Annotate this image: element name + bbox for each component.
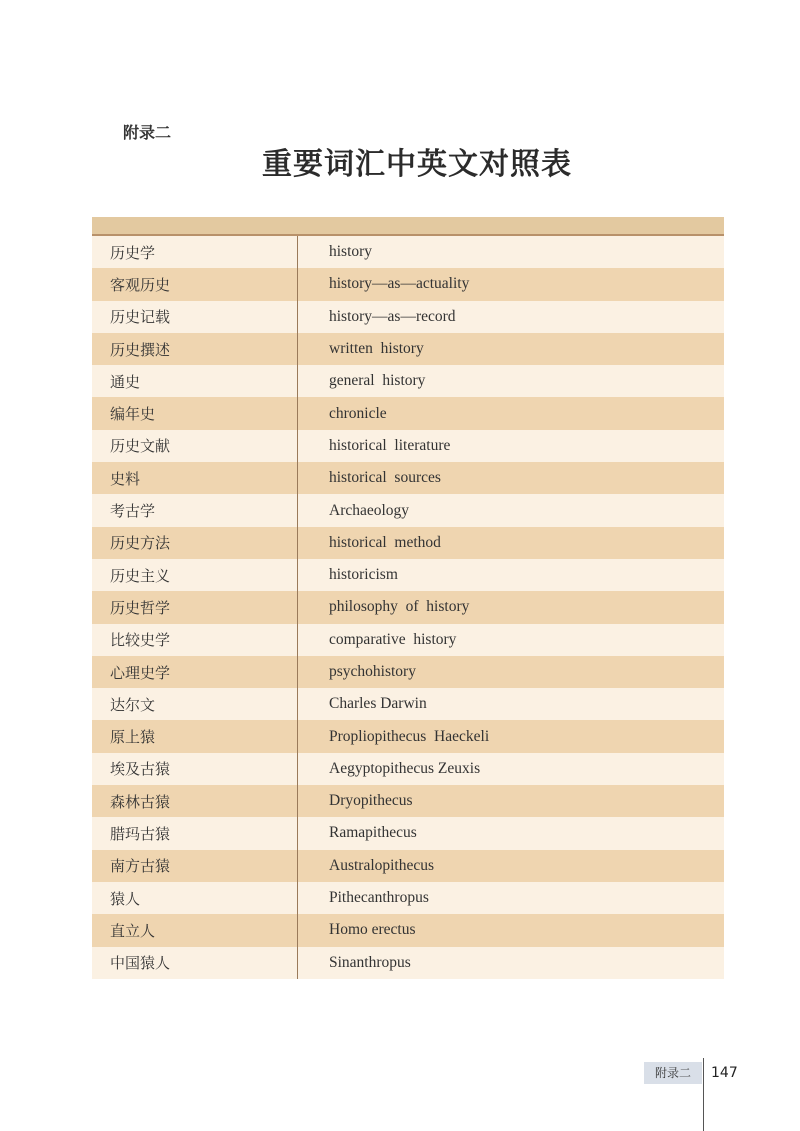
term-english: Dryopithecus xyxy=(329,792,413,810)
term-english: psychohistory xyxy=(329,663,416,680)
term-english: Charles Darwin xyxy=(329,695,427,713)
table-row xyxy=(92,688,724,720)
term-english: history—as—actuality xyxy=(329,275,470,293)
term-chinese: 直立人 xyxy=(110,921,156,940)
term-chinese: 客观历史 xyxy=(110,275,171,294)
table-row xyxy=(92,850,724,882)
table-row xyxy=(92,301,724,333)
table-row xyxy=(92,882,724,914)
term-chinese: 历史学 xyxy=(110,243,156,262)
term-chinese: 历史文献 xyxy=(110,437,171,456)
footer-rule xyxy=(703,1058,704,1131)
term-english: historicism xyxy=(329,566,398,584)
table-row xyxy=(92,720,724,752)
table-row xyxy=(92,268,724,300)
term-english: Australopithecus xyxy=(329,856,435,874)
term-english: history—as—record xyxy=(329,307,456,325)
table-row xyxy=(92,656,724,688)
table-row xyxy=(92,494,724,526)
term-english: Homo erectus xyxy=(329,921,416,939)
term-chinese: 历史哲学 xyxy=(110,598,171,617)
table-row xyxy=(92,527,724,559)
table-row xyxy=(92,753,724,785)
term-english: Archaeology xyxy=(329,501,410,519)
appendix-label: 附录二 xyxy=(123,123,172,142)
glossary-table xyxy=(92,217,724,979)
term-chinese: 心理史学 xyxy=(110,663,171,682)
table-row xyxy=(92,333,724,365)
table-row xyxy=(92,947,724,979)
term-chinese: 腊玛古猿 xyxy=(110,824,171,843)
term-english: historical sources xyxy=(329,469,441,487)
table-row xyxy=(92,817,724,849)
term-chinese: 比较史学 xyxy=(110,631,171,650)
term-chinese: 历史方法 xyxy=(110,534,171,553)
term-english: Ramapithecus xyxy=(329,824,417,842)
table-row xyxy=(92,624,724,656)
term-english: history xyxy=(329,243,373,261)
term-english: Sinanthropus xyxy=(329,953,411,971)
table-row xyxy=(92,430,724,462)
term-english: chronicle xyxy=(329,404,387,422)
term-chinese: 猿人 xyxy=(110,889,141,908)
term-english: historical method xyxy=(329,533,441,551)
term-chinese: 编年史 xyxy=(110,405,156,424)
term-english: comparative history xyxy=(329,630,457,648)
table-row xyxy=(92,397,724,429)
term-chinese: 历史撰述 xyxy=(110,340,171,359)
term-english: historical literature xyxy=(329,436,451,454)
term-chinese: 通史 xyxy=(110,372,141,391)
table-body xyxy=(92,236,724,979)
term-chinese: 埃及古猿 xyxy=(110,760,171,779)
page-number: 147 xyxy=(711,1065,738,1081)
table-row xyxy=(92,462,724,494)
term-english: Propliopithecus Haeckeli xyxy=(329,727,490,745)
term-english: philosophy of history xyxy=(329,598,470,616)
table-row xyxy=(92,236,724,268)
term-chinese: 南方古猿 xyxy=(110,857,171,876)
term-chinese: 中国猿人 xyxy=(110,954,171,973)
term-english: Pithecanthropus xyxy=(329,889,429,907)
table-row xyxy=(92,591,724,623)
page-title: 重要词汇中英文对照表 xyxy=(262,147,572,182)
footer-section-label: 附录二 xyxy=(644,1062,702,1084)
term-english: written history xyxy=(329,340,424,358)
term-chinese: 历史主义 xyxy=(110,566,171,585)
table-header-bar xyxy=(92,217,724,236)
term-english: Aegyptopithecus Zeuxis xyxy=(329,759,481,777)
table-row xyxy=(92,914,724,946)
term-chinese: 原上猿 xyxy=(110,728,156,747)
table-row xyxy=(92,785,724,817)
term-chinese: 史料 xyxy=(110,469,141,488)
table-row xyxy=(92,559,724,591)
term-chinese: 达尔文 xyxy=(110,695,156,714)
column-divider xyxy=(297,236,298,979)
term-english: general history xyxy=(329,372,426,390)
term-chinese: 考古学 xyxy=(110,502,156,521)
table-row xyxy=(92,365,724,397)
term-chinese: 森林古猿 xyxy=(110,792,171,811)
term-chinese: 历史记载 xyxy=(110,308,171,327)
